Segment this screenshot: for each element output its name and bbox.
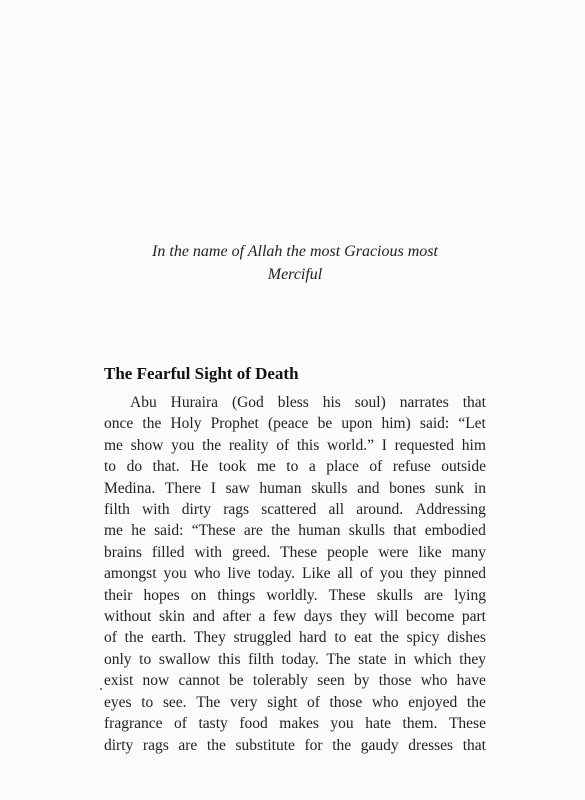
text-line: to do that. He took me to a place of refuse outside bbox=[104, 458, 486, 476]
invocation-line-1: In the name of Allah the most Gracious most bbox=[152, 243, 438, 260]
section-title: The Fearful Sight of Death bbox=[104, 364, 299, 383]
text-line: only to swallow this filth today. The state in which they bbox=[104, 650, 486, 668]
text-line: fragrance of tasty food makes you hate them. These bbox=[104, 715, 486, 733]
text-line: brains filled with greed. These people were like many bbox=[104, 543, 486, 561]
text-line: eyes to see. The very sight of those who enjoyed the bbox=[104, 693, 486, 711]
text-line: their hopes on things worldly. These skulls are lying bbox=[104, 586, 486, 604]
body-paragraph bbox=[104, 392, 486, 756]
text-line: me he said: “These are the human skulls that embodied bbox=[104, 522, 486, 540]
text-line: exist now cannot be tolerably seen by those who have bbox=[104, 672, 486, 690]
text-line: filth with dirty rags scattered all around. Addressing bbox=[104, 501, 486, 519]
text-line: me show you the reality of this world.” I requested him bbox=[104, 436, 486, 454]
invocation bbox=[100, 240, 490, 286]
text-line: without skin and after a few days they will become part bbox=[104, 608, 486, 626]
text-line: Medina. There I saw human skulls and bones sunk in bbox=[104, 479, 486, 497]
scan-speck bbox=[100, 688, 102, 690]
text-line: of the earth. They struggled hard to eat the spicy dishes bbox=[104, 629, 486, 647]
invocation-line-2: Merciful bbox=[267, 266, 323, 283]
text-line: once the Holy Prophet (peace be upon him) said: “Let bbox=[104, 415, 486, 433]
text-line: amongst you who live today. Like all of you they pinned bbox=[104, 565, 486, 583]
text-line: dirty rags are the substitute for the gaudy dresses that bbox=[104, 736, 486, 754]
text-line: Abu Huraira (God bless his soul) narrates that bbox=[130, 394, 486, 411]
